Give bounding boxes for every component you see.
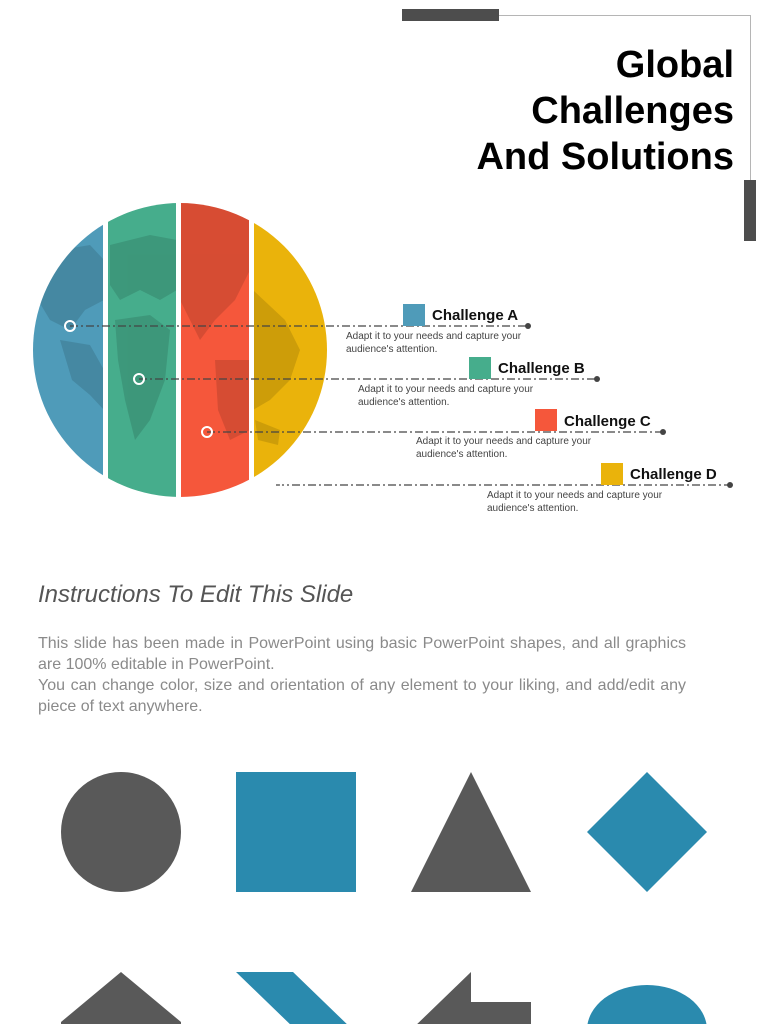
sample-shapes: [0, 760, 768, 1024]
challenge-a-description: Adapt it to your needs and capture your audience's attention.: [346, 331, 522, 355]
challenge-c-swatch: [535, 409, 557, 431]
challenge-d-swatch: [601, 463, 623, 485]
connector-end-dot-d: [727, 482, 733, 488]
shape-diamond[interactable]: [587, 772, 707, 892]
connector-end-dot-c: [660, 429, 666, 435]
shape-ellipse[interactable]: [587, 985, 707, 1024]
frame-line-top: [499, 15, 751, 16]
challenge-b-description: Adapt it to your needs and capture your audience's attention.: [358, 384, 534, 408]
instructions-heading: Instructions To Edit This Slide: [38, 581, 354, 608]
shape-arrow[interactable]: [411, 972, 531, 1024]
shape-square[interactable]: [236, 772, 356, 892]
shape-pentagon[interactable]: [61, 972, 181, 1024]
challenge-c-title: Challenge C: [564, 413, 651, 430]
challenge-b-swatch: [469, 357, 491, 379]
frame-line-right: [750, 15, 751, 180]
instructions-paragraph-2: You can change color, size and orientation of any element to your liking, and add/edit any piece of text anywhere.: [38, 677, 686, 715]
connector-end-dot-b: [594, 376, 600, 382]
challenge-a-swatch: [403, 304, 425, 326]
challenge-d-title: Challenge D: [630, 466, 717, 483]
challenge-c-description: Adapt it to your needs and capture your audience's attention.: [416, 436, 592, 460]
top-accent-bar: [402, 9, 499, 21]
instructions-paragraph-1: This slide has been made in PowerPoint using basic PowerPoint shapes, and all graphics are 100% editable in PowerPoint.: [38, 635, 686, 673]
challenge-b-title: Challenge B: [498, 360, 585, 377]
challenge-d-description: Adapt it to your needs and capture your audience's attention.: [487, 490, 663, 514]
shape-triangle[interactable]: [411, 772, 531, 892]
shape-circle[interactable]: [61, 772, 181, 892]
instructions-body: [38, 633, 686, 717]
shape-parallelogram[interactable]: [236, 972, 353, 1024]
slide-title: Global Challenges And Solutions: [476, 44, 734, 178]
connector-end-dot-a: [525, 323, 531, 329]
challenge-a-title: Challenge A: [432, 307, 519, 324]
